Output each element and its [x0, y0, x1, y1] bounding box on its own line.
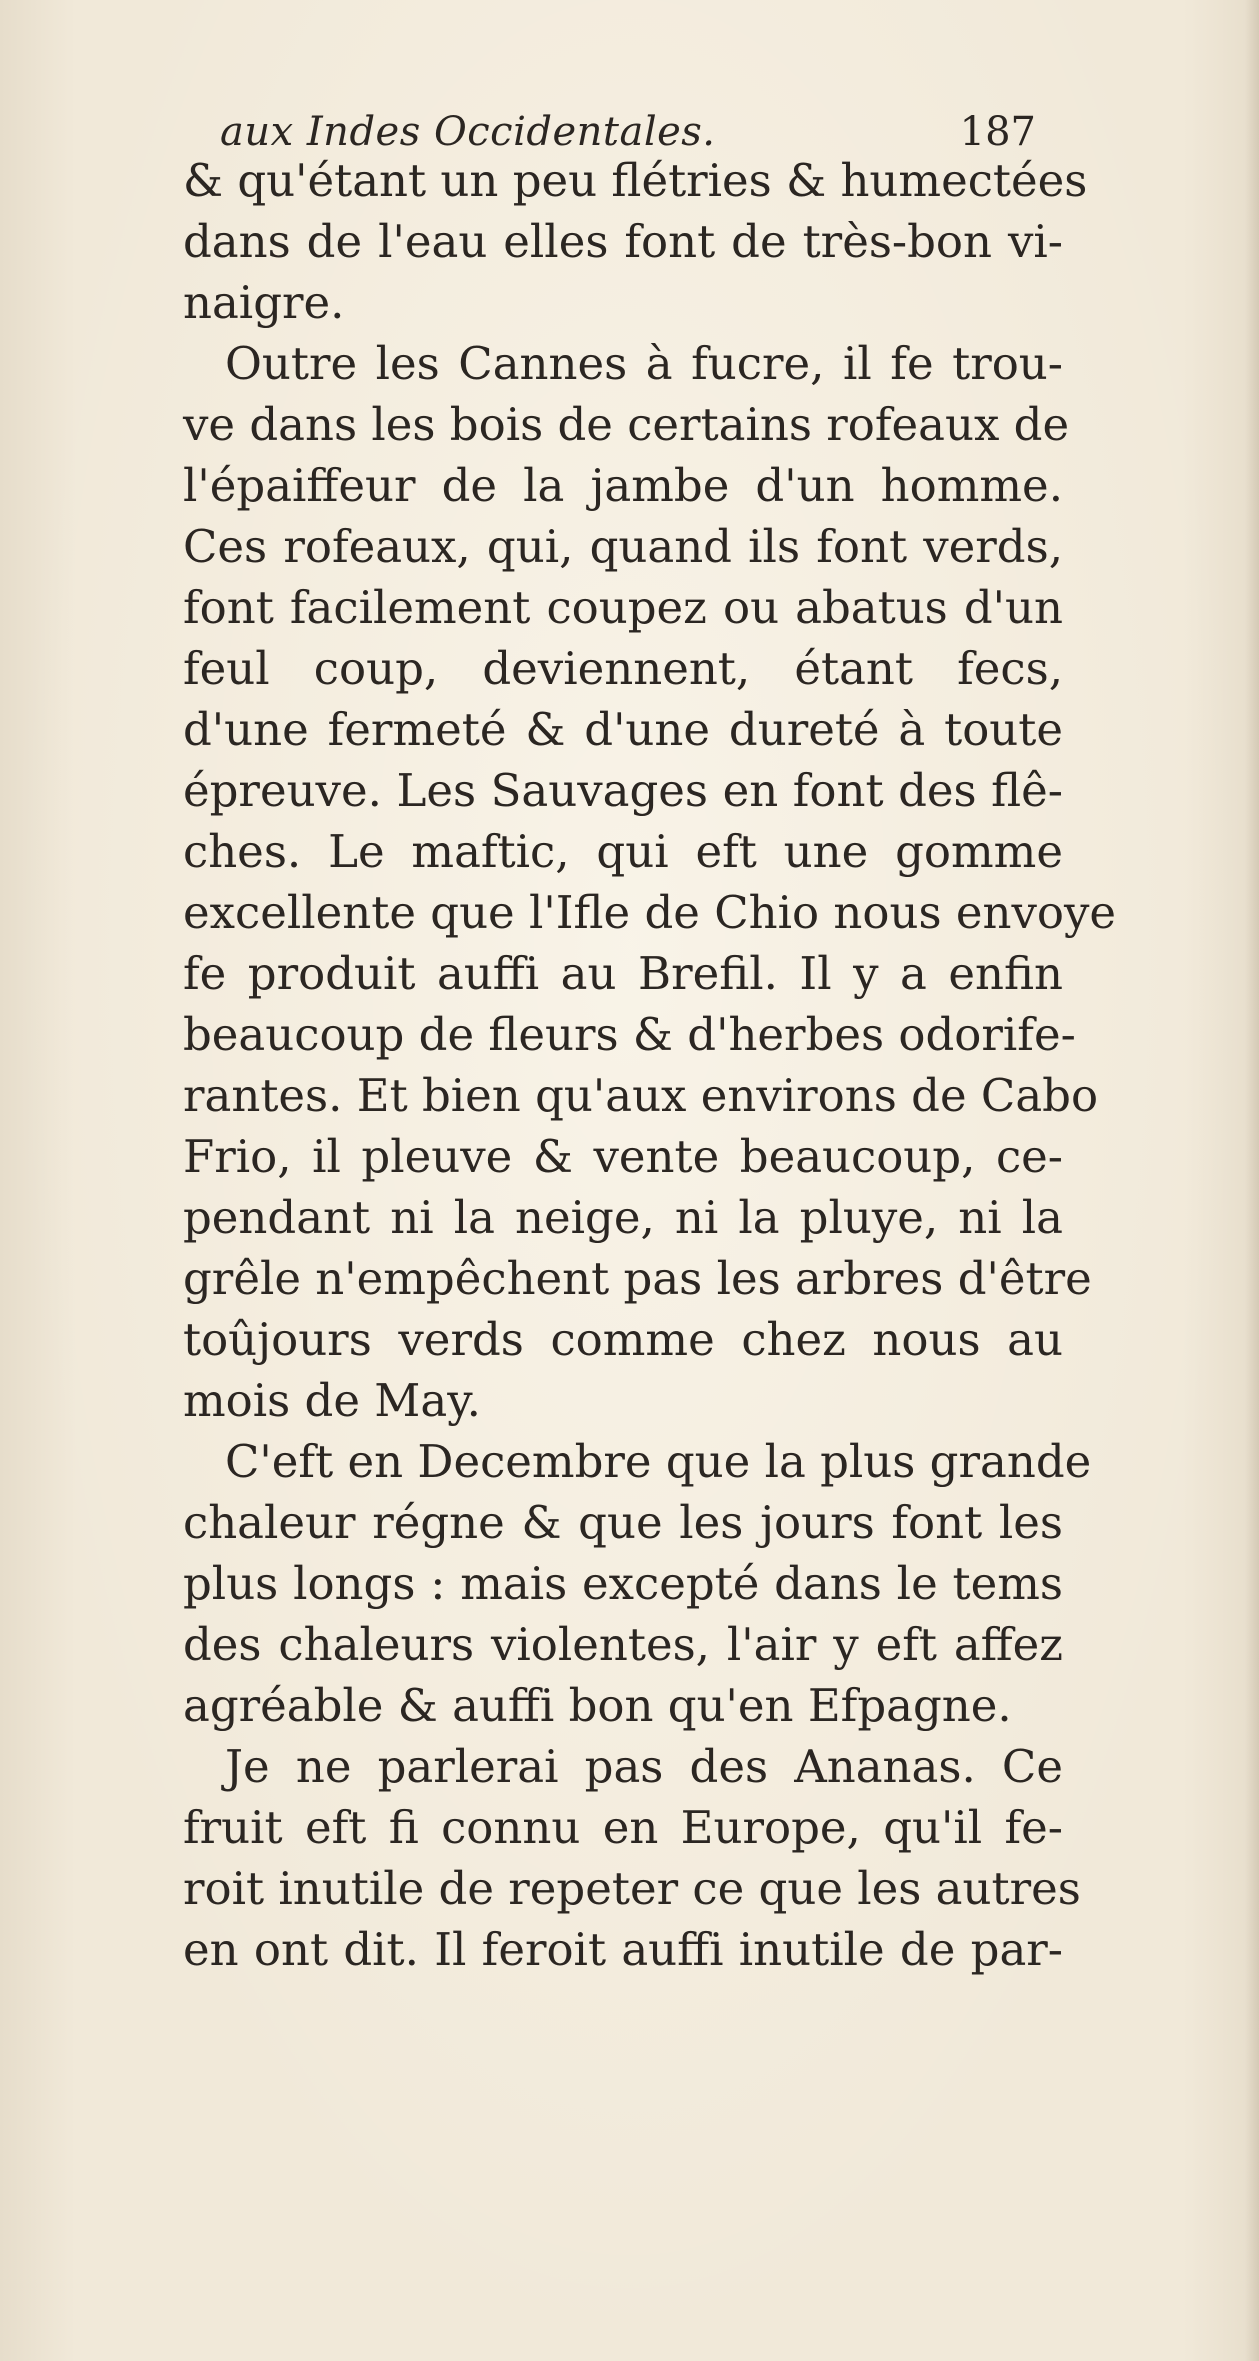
text-line: dans de l'eau elles font de très-bon vi-	[183, 215, 1063, 268]
text-line: feul coup, deviennent, étant fecs,	[183, 642, 1063, 695]
page-number: 187	[959, 109, 1036, 155]
text-line: Frio, il pleuve & vente beaucoup, ce-	[183, 1130, 1063, 1183]
text-line: ve dans les bois de certains rofeaux de	[183, 398, 1070, 451]
paragraph-start-line: C'eft en Decembre que la plus grande	[225, 1435, 1092, 1488]
text-line: fruit eft fi connu en Europe, qu'il fe-	[183, 1801, 1063, 1854]
text-line: des chaleurs violentes, l'air y eft affez	[183, 1618, 1063, 1671]
text-line: & qu'étant un peu flétries & humectées	[183, 154, 1088, 207]
body-text	[183, 150, 1117, 1980]
text-line: roit inutile de repeter ce que les autres	[183, 1862, 1081, 1915]
page-edge-shadow	[1245, 0, 1259, 2361]
text-line: fe produit auffi au Brefil. Il y a enfin	[183, 947, 1063, 1000]
running-title: aux Indes Occidentales.	[220, 109, 716, 155]
text-line: épreuve. Les Sauvages en font des flê-	[183, 764, 1063, 817]
text-line: toûjours verds comme chez nous au	[183, 1313, 1063, 1366]
text-line: excellente que l'Ifle de Chio nous envoye	[183, 886, 1117, 939]
text-line: chaleur régne & que les jours font les	[183, 1496, 1063, 1549]
text-line: beaucoup de fleurs & d'herbes odorife-	[183, 1008, 1076, 1061]
text-line: font facilement coupez ou abatus d'un	[183, 581, 1063, 634]
text-line: d'une fermeté & d'une dureté à toute	[183, 703, 1063, 756]
text-line: ches. Le maftic, qui eft une gomme	[183, 825, 1063, 878]
text-line: l'épaiffeur de la jambe d'un homme.	[183, 459, 1063, 512]
paragraph-start-line: Outre les Cannes à fucre, il fe trou-	[225, 337, 1063, 390]
text-line: naigre.	[183, 276, 345, 329]
text-line: mois de May.	[183, 1374, 481, 1427]
paragraph-start-line: Je ne parlerai pas des Ananas. Ce	[225, 1740, 1063, 1793]
text-line: Ces rofeaux, qui, quand ils font verds,	[183, 520, 1063, 573]
text-line: rantes. Et bien qu'aux environs de Cabo	[183, 1069, 1099, 1122]
text-line: agréable & auffi bon qu'en Efpagne.	[183, 1679, 1012, 1732]
text-line: en ont dit. Il feroit auffi inutile de par-	[183, 1923, 1063, 1976]
text-line: pendant ni la neige, ni la pluye, ni la	[183, 1191, 1063, 1244]
text-line: grêle n'empêchent pas les arbres d'être	[183, 1252, 1092, 1305]
running-head	[220, 108, 1040, 156]
text-line: plus longs : mais excepté dans le tems	[183, 1557, 1063, 1610]
